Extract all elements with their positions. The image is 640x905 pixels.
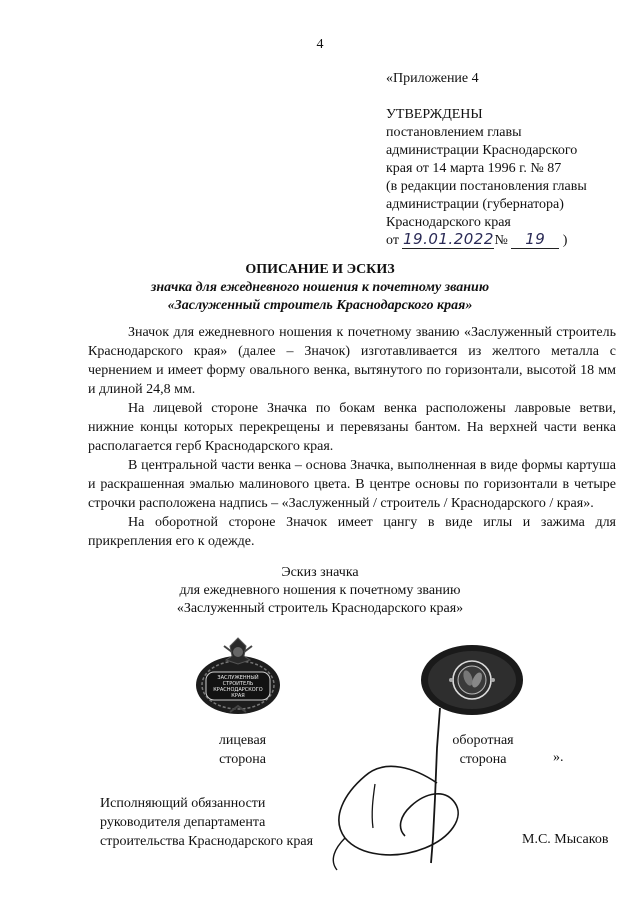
badge-text-line: ЗАСЛУЖЕННЫЙ	[217, 675, 259, 681]
from-prefix: от	[386, 233, 399, 248]
signature-line-3: строительства Краснодарского края	[100, 834, 314, 849]
number-prefix: №	[494, 233, 508, 248]
approval-date-line	[386, 232, 626, 250]
badge-text-line: КРАЯ	[231, 693, 245, 699]
front-label-line-2: сторона	[219, 752, 266, 767]
paragraph: На оборотной стороне Значок имеет цангу в виде иглы и зажима для прикрепления его к одежде.	[88, 515, 616, 549]
sketch-line-3: «Заслуженный строитель Краснодарского края»	[176, 601, 464, 616]
title-line-2: «Заслуженный строитель Краснодарского края»	[167, 298, 473, 313]
sketch-line-2: для ежедневного ношения к почетному званию	[179, 583, 461, 598]
approval-line: администрации (губернатора)	[386, 197, 564, 212]
approval-line: Краснодарского края	[386, 215, 511, 230]
handwritten-number: 19	[525, 230, 546, 248]
signatory-name: М.С. Мысаков	[522, 832, 609, 847]
badge-front-image	[192, 632, 284, 720]
approval-header: УТВЕРЖДЕНЫ	[386, 107, 483, 122]
paragraph: Значок для ежедневного ношения к почетному званию «Заслуженный строитель Краснодарского края» (далее – Значок) изготавливается из желтого металла с чернением и имеет форму овального венка, вытянутого по горизонтали, высотой 18 мм и длиной 24,8 мм.	[88, 325, 616, 397]
approval-block	[386, 70, 626, 250]
signature-block	[100, 794, 313, 851]
back-label-line-1: оборотная	[452, 733, 514, 748]
approval-line: администрации Краснодарского	[386, 143, 578, 158]
front-label-line-1: лицевая	[218, 733, 267, 748]
badge-text-line: СТРОИТЕЛЬ	[222, 681, 254, 687]
back-label-line-2: сторона	[459, 752, 507, 767]
description-body	[88, 323, 616, 551]
signature-line-2: руководителя департамента	[100, 815, 266, 830]
approval-line: (в редакции постановления главы	[386, 179, 587, 194]
paragraph: В центральной части венка – основа Значка, выполненная в виде формы картуша и раскрашенная эмалью малинового цвета. В центре основы по горизонтали в четыре строчки расположена надпись – «Заслуженный / строитель / Краснодарского / края».	[88, 458, 616, 511]
sketch-line-1: Эскиз значка	[281, 565, 359, 580]
approval-line: края от 14 марта 1996 г. № 87	[386, 161, 562, 176]
approval-line: постановлением главы	[386, 125, 522, 140]
document-title	[0, 261, 640, 315]
front-side-label	[205, 731, 280, 769]
title-line-1: значка для ежедневного ношения к почетному званию	[150, 280, 490, 295]
handwritten-signature	[315, 688, 495, 878]
sketch-caption	[0, 564, 640, 618]
handwritten-date: 19.01.2022	[402, 230, 494, 248]
title-main: ОПИСАНИЕ И ЭСКИЗ	[245, 262, 395, 277]
appendix-label: «Приложение 4	[386, 71, 479, 86]
signature-line-1: Исполняющий обязанности	[100, 796, 266, 811]
badge-text-line: КРАСНОДАРСКОГО	[213, 687, 263, 693]
paragraph: На лицевой стороне Значка по бокам венка расположены лавровые ветви, нижние концы которых перекрещены и перевязаны бантом. На верхней части венка располагается герб Краснодарского края.	[88, 401, 616, 454]
close-paren: )	[562, 233, 568, 248]
closing-quote: ».	[553, 750, 564, 765]
page-number: 4	[316, 37, 324, 52]
